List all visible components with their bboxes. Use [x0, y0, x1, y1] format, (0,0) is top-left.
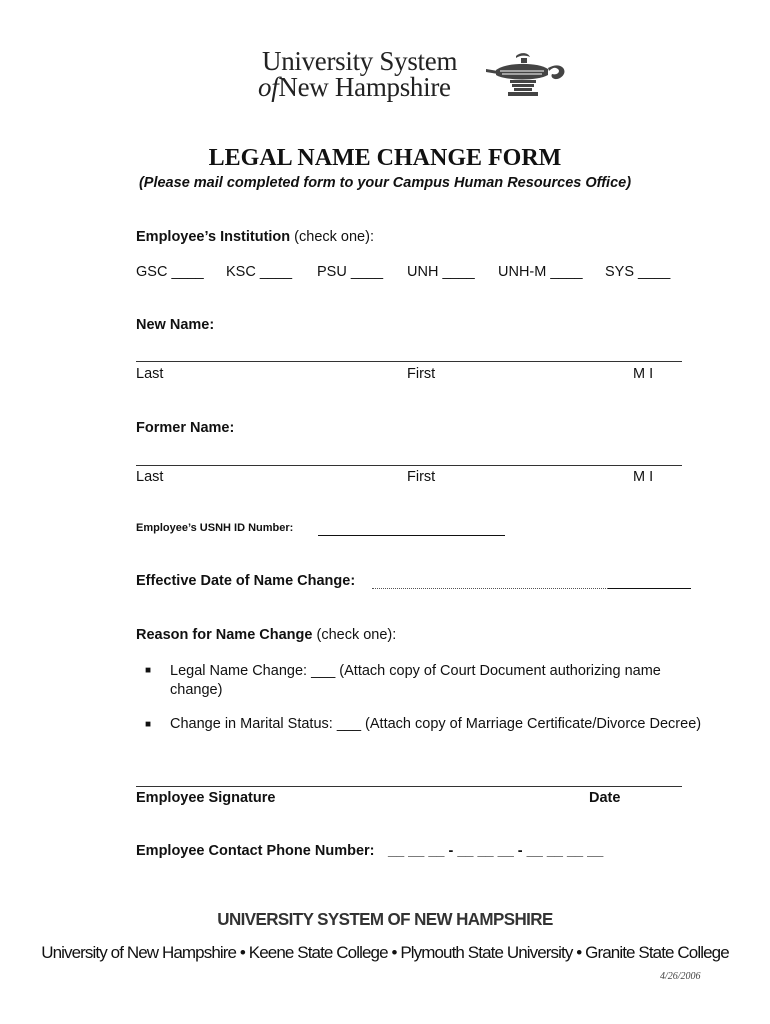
bullet-icon: ■ [145, 719, 152, 730]
former-name-last-label: Last [136, 469, 164, 485]
new-name-line[interactable] [136, 361, 682, 362]
form-title: LEGAL NAME CHANGE FORM [208, 145, 562, 171]
institution-label [136, 229, 374, 245]
usnh-id-field[interactable] [318, 535, 505, 536]
reason-label [136, 627, 396, 643]
signature-line[interactable] [136, 786, 682, 787]
institution-option-ksc[interactable]: KSC ____ [226, 264, 293, 280]
logo-line-1: University System [262, 46, 458, 76]
logo-new-hampshire: New Hampshire [278, 72, 451, 102]
institution-label-rest: (check one): [290, 229, 374, 245]
footer-usnh-title: UNIVERSITY SYSTEM OF NEW HAMPSHIRE [217, 909, 553, 930]
form-subtitle: (Please mail completed form to your Campus Human Resources Office) [138, 175, 632, 191]
reason-option-marital-status[interactable]: Change in Marital Status: ___ (Attach copy of Marriage Certificate/Divorce Decree) [170, 716, 702, 732]
new-name-first-label: First [407, 366, 436, 382]
effective-date-field-dotted[interactable] [372, 588, 608, 589]
institution-option-unh[interactable]: UNH ____ [407, 264, 475, 280]
reason-option-legal-line-1: Legal Name Change: ___ (Attach copy of Court Document authorizing name [170, 663, 661, 679]
institution-option-gsc[interactable]: GSC ____ [136, 264, 204, 280]
effective-date-label: Effective Date of Name Change: [136, 573, 356, 589]
employee-signature-label: Employee Signature [136, 790, 276, 806]
logo-line-2 [258, 74, 451, 101]
reason-label-rest: (check one): [312, 627, 397, 643]
institution-option-unh-m[interactable]: UNH-M ____ [498, 264, 583, 280]
phone-field[interactable]: __ __ __ - __ __ __ - __ __ __ __ [388, 843, 604, 859]
institution-option-sys[interactable]: SYS ____ [605, 264, 671, 280]
former-name-label: Former Name: [136, 420, 235, 436]
effective-date-field-solid[interactable] [608, 588, 691, 589]
footer-institutions: University of New Hampshire • Keene State College • Plymouth State University • Granite State College [41, 943, 729, 962]
logo-of: of [258, 72, 279, 102]
new-name-last-label: Last [136, 366, 164, 382]
former-name-first-label: First [407, 469, 436, 485]
institution-label-bold: Employee’s Institution [136, 229, 291, 245]
signature-date-label: Date [589, 790, 621, 806]
bullet-icon: ■ [145, 665, 152, 676]
former-name-line[interactable] [136, 465, 682, 466]
reason-option-legal-line-2: change) [170, 682, 223, 698]
reason-label-bold: Reason for Name Change [136, 627, 313, 643]
former-name-mi-label: M I [633, 469, 654, 485]
usnh-id-label: Employee’s USNH ID Number: [136, 522, 294, 534]
new-name-label: New Name: [136, 317, 215, 333]
new-name-mi-label: M I [633, 366, 654, 382]
footer-revision-date: 4/26/2006 [660, 971, 701, 982]
institution-option-psu[interactable]: PSU ____ [317, 264, 384, 280]
reason-option-legal-name-change[interactable] [170, 662, 730, 700]
phone-label: Employee Contact Phone Number: [136, 843, 375, 859]
lamp-of-learning-icon [482, 50, 568, 102]
